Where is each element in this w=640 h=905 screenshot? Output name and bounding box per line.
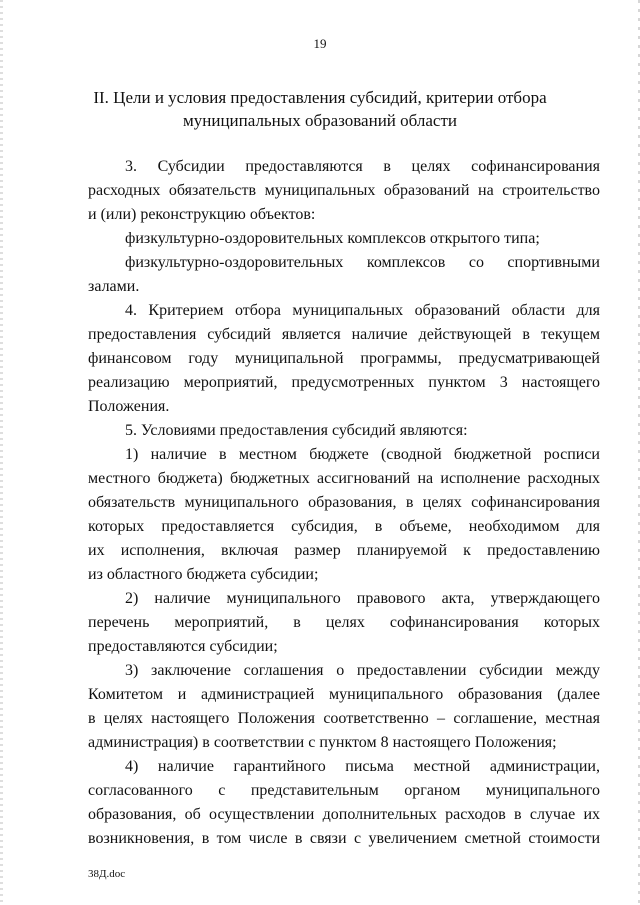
text-line: предоставления субсидий является наличие действующей в текущем [88,326,600,343]
text-line: расходных обязательств муниципальных образований на строительство [88,182,600,199]
text-line: реализацию мероприятий, предусмотренных пунктом 3 настоящего [88,374,600,391]
text-line: из областного бюджета субсидии; [88,566,319,583]
text-line: в целях настоящего Положения соответственно – соглашение, местная [88,710,600,727]
section-heading [80,86,560,132]
text-line: 5. Условиями предоставления субсидий являются: [125,422,468,439]
text-line: и (или) реконструкцию объектов: [88,206,316,223]
text-line: физкультурно-оздоровительных комплексов со спортивными [125,254,600,271]
text-line: 1) наличие в местном бюджете (сводной бюджетной росписи [125,446,600,463]
text-line: залами. [88,278,140,295]
text-line: предоставляются субсидии; [88,638,278,655]
text-line: перечень мероприятий, в целях софинансирования которых [88,614,600,631]
text-line: Комитетом и администрацией муниципального образования (далее [88,686,600,703]
text-line: возникновения, в том числе в связи с увеличением сметной стоимости [88,830,600,847]
text-line: администрация) в соответствии с пунктом 8 настоящего Положения; [88,734,557,751]
page-number: 19 [313,36,327,51]
text-line: 4. Критерием отбора муниципальных образований области для [125,302,600,319]
text-line: 3. Субсидии предоставляются в целях софинансирования [125,158,600,175]
text-line: их исполнения, включая размер планируемой к предоставлению [88,542,600,559]
text-line: согласованного с представительным органом муниципального [88,782,600,799]
file-name-footer: 38Д.doc [88,868,126,880]
text-line: финансовом году муниципальной программы, предусматривающей [88,350,600,367]
text-line: физкультурно-оздоровительных комплексов открытого типа; [125,230,540,247]
text-line: 4) наличие гарантийного письма местной администрации, [125,758,600,775]
scan-edge-left [0,0,3,905]
section-heading-line-2: муниципальных образований области [183,111,457,130]
section-heading-line-1: II. Цели и условия предоставления субсидий, критерии отбора [93,88,547,107]
text-line: которых предоставляется субсидия, в объеме, необходимом для [88,518,600,535]
text-line: Положения. [88,398,170,415]
text-line: 3) заключение соглашения о предоставлении субсидии между [125,662,600,679]
text-line: обязательств муниципального образования, в целях софинансирования [88,494,600,511]
body-text [88,155,600,851]
text-line: местного бюджета) бюджетных ассигнований на исполнение расходных [88,470,600,487]
text-line: 2) наличие муниципального правового акта, утверждающего [125,590,600,607]
text-line: образования, об осуществлении дополнительных расходов в случае их [88,806,600,823]
